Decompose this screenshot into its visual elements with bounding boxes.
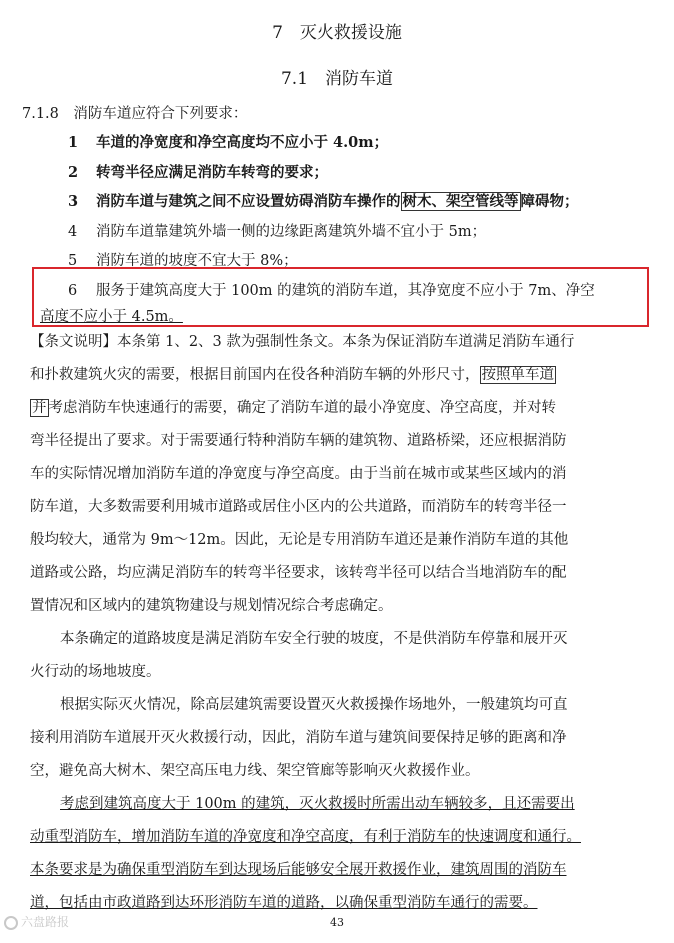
explanation-text: 考虑消防车快速通行的需要，确定了消防车道的最小净宽度、净空高度，并对转 <box>48 400 556 416</box>
explanation-line: 道，包括由市政道路到达环形消防车道的道路，以确保重型消防车通行的需要。 <box>30 895 538 911</box>
explanation-line: 根据实际灭火情况，除高层建筑需要设置灭火救援操作场地外，一般建筑均可直 <box>60 697 568 713</box>
explanation-line: 般均较大，通常为 9m～12m。因此，无论是专用消防车道还是兼作消防车道的其他 <box>30 532 569 548</box>
watermark-text: 六盘路报 <box>21 915 70 929</box>
watermark-logo-icon <box>4 916 18 930</box>
explanation-line <box>30 363 556 384</box>
chapter-title: 7 灭火救援设施 <box>272 23 402 43</box>
item-number: 1 <box>68 134 79 151</box>
item-number: 3 <box>68 193 79 210</box>
explanation-line: 防车道，大多数需要利用城市道路或居住小区内的公共道路，而消防车的转弯半径一 <box>30 499 567 515</box>
list-item <box>68 131 388 152</box>
item-text: 转弯半径应满足消防车转弯的要求； <box>96 164 328 181</box>
clause-heading: 7.1.8 消防车道应符合下列要求： <box>22 106 248 122</box>
item-text: 高度不应小于 4.5m。 <box>40 309 183 325</box>
page-number: 43 <box>330 916 344 929</box>
item-number: 5 <box>68 253 78 269</box>
explanation-line: 本条要求是为确保重型消防车到达现场后能够安全展开救援作业，建筑周围的消防车 <box>30 862 567 878</box>
explanation-line <box>30 396 556 417</box>
item-number: 2 <box>68 164 79 181</box>
explanation-line: 置情况和区域内的建筑物建设与规划情况综合考虑确定。 <box>30 598 393 614</box>
explanation-line: 弯半径提出了要求。对于需要通行特种消防车辆的建筑物、道路桥梁，还应根据消防 <box>30 433 567 449</box>
item-text: 车道的净宽度和净空高度均不应小于 4.0m； <box>96 134 389 151</box>
item-text: 服务于建筑高度大于 100m 的建筑的消防车道，其净宽度不应小于 7m、净空 <box>96 283 595 299</box>
highlight-box <box>32 267 649 327</box>
boxed-annotation: 树木、架空管线等 <box>402 193 519 210</box>
list-item <box>68 190 579 211</box>
explanation-line: 动重型消防车，增加消防车道的净宽度和净空高度，有利于消防车的快速调度和通行。 <box>30 829 581 845</box>
explanation-line: 接利用消防车道展开灭火救援行动，因此，消防车道与建筑间要保持足够的距离和净 <box>30 730 567 746</box>
explanation-line: 火行动的场地坡度。 <box>30 664 161 680</box>
explanation-line: 【条文说明】本条第 1、2、3 款为强制性条文。本条为保证消防车道满足消防车通行 <box>30 334 575 350</box>
section-title: 7.1 消防车道 <box>280 69 394 89</box>
item-text: 障碍物； <box>520 193 579 210</box>
explanation-text: 和扑救建筑火灾的需要，根据目前国内在役各种消防车辆的外形尺寸， <box>30 367 480 383</box>
item-text: 消防车道的坡度不宜大于 8%； <box>96 253 298 269</box>
item-text: 消防车道靠建筑外墙一侧的边缘距离建筑外墙不宜小于 5m； <box>96 224 487 240</box>
explanation-line: 空，避免高大树木、架空高压电力线、架空管廊等影响灭火救援作业。 <box>30 763 480 779</box>
list-item <box>68 161 328 182</box>
item-number: 6 <box>68 283 78 299</box>
explanation-line: 道路或公路，均应满足消防车的转弯半径要求，该转弯半径可以结合当地消防车的配 <box>30 565 567 581</box>
explanation-line: 本条确定的道路坡度是满足消防车安全行驶的坡度，不是供消防车停靠和展开灭 <box>60 631 568 647</box>
item-number: 4 <box>68 224 78 240</box>
item-text: 消防车道与建筑之间不应设置妨碍消防车操作的 <box>96 193 401 210</box>
list-item <box>68 220 486 241</box>
explanation-line: 车的实际情况增加消防车道的净宽度与净空高度。由于当前在城市或某些区域内的消 <box>30 466 567 482</box>
explanation-line: 考虑到建筑高度大于 100m 的建筑，灭火救援时所需出动车辆较多，且还需要出 <box>60 796 575 812</box>
boxed-annotation: 按照单车道 <box>481 367 554 383</box>
watermark <box>4 913 69 930</box>
boxed-annotation: 并 <box>32 400 47 416</box>
